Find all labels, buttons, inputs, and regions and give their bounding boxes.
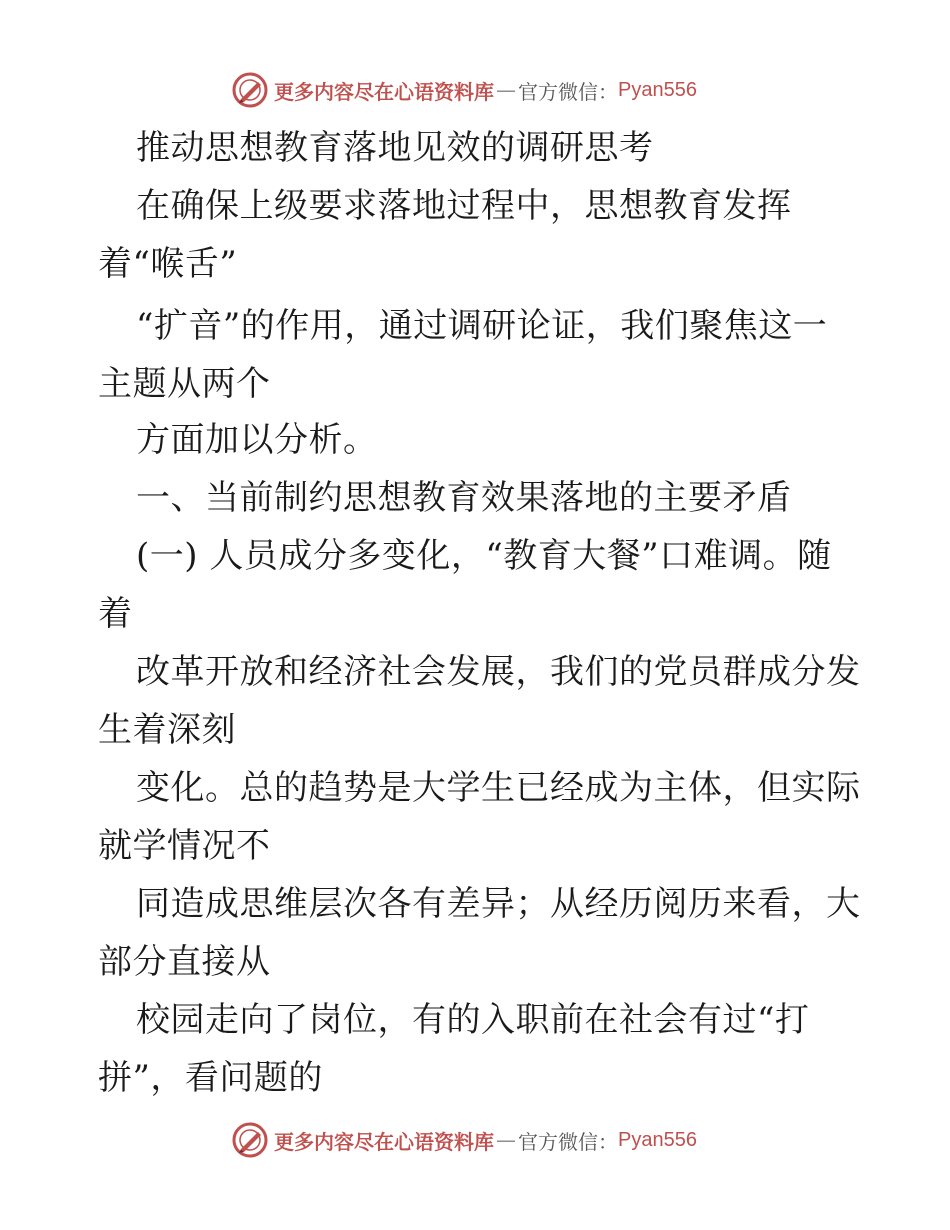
text-line: 生着深刻 [98,710,236,750]
footer-promo-text: 更多内容尽在心语资料库 [274,1129,494,1154]
footer-wechat-id: Pyan556 [618,1128,697,1151]
text-line: 在确保上级要求落地过程中，思想教育发挥 [136,186,792,226]
text-line: 着“喉舌” [98,244,238,284]
pen-circle-logo-icon [232,72,268,108]
text-line: 变化。总的趋势是大学生已经成为主体，但实际 [136,768,861,808]
pen-circle-logo-icon [232,1122,268,1158]
text-line: 部分直接从 [98,942,271,982]
header-dash: — [496,78,516,102]
header-wechat-label: 官方微信： [518,79,618,104]
section-heading: 一、当前制约思想教育效果落地的主要矛盾 [136,478,792,518]
text-line: 改革开放和经济社会发展，我们的党员群成分发 [136,652,861,692]
header-wechat-id: Pyan556 [618,78,697,101]
text-line: 同造成思维层次各有差异；从经历阅历来看，大 [136,884,861,924]
text-line: “扩音”的作用，通过调研论证，我们聚焦这一 [136,306,828,346]
text-line: 方面加以分析。 [136,420,378,460]
document-title: 推动思想教育落地见效的调研思考 [136,128,654,168]
footer-banner [232,1120,752,1160]
text-line: (一) 人员成分多变化，“教育大餐”口难调。随 [136,536,832,576]
header-banner [232,70,752,110]
footer-wechat-label: 官方微信： [518,1129,618,1154]
text-line: 着 [98,594,133,634]
footer-dash: — [496,1128,516,1152]
text-line: 主题从两个 [98,364,271,404]
text-line: 拼”，看问题的 [98,1058,323,1098]
text-line: 校园走向了岗位，有的入职前在社会有过“打 [136,1000,810,1040]
text-line: 就学情况不 [98,826,271,866]
header-promo-text: 更多内容尽在心语资料库 [274,79,494,104]
